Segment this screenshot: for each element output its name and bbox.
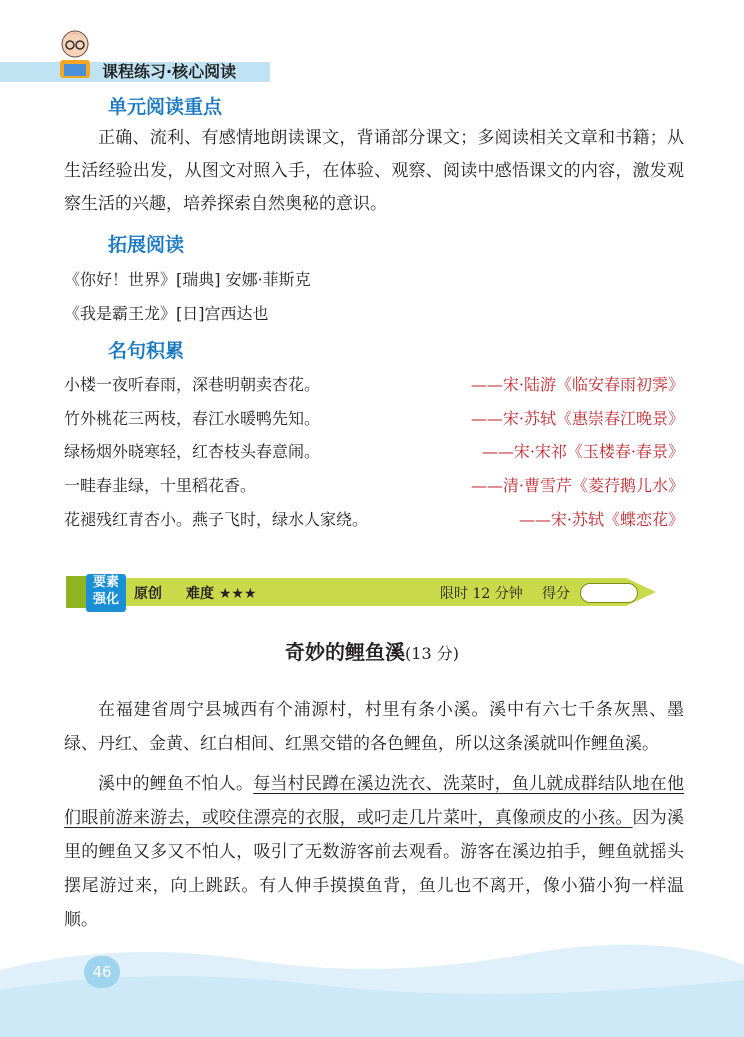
book-item-1: 《你好！世界》[瑞典] 安娜·菲斯克 — [64, 270, 311, 289]
score-input-box[interactable] — [580, 583, 638, 603]
quote-source: ——宋·苏轼《惠崇春江晚景》 — [470, 409, 684, 428]
article-score: (13 分) — [405, 644, 459, 663]
article-paragraph-1: 在福建省周宁县城西有个浦源村，村里有条小溪。溪中有六七千条灰黑、墨绿、丹红、金黄、红白相间、红黑交错的各色鲤鱼，所以这条溪就叫作鲤鱼溪。 — [64, 700, 684, 754]
mascot-reader-icon — [50, 26, 100, 82]
element-tag — [86, 574, 126, 612]
quote-text: 一畦春韭绿，十里稻花香。 — [64, 476, 257, 495]
paragraph-rest: 因为溪里的鲤鱼又多又不怕人，吸引了无数游客前去观看。游客在溪边拍手，鲤鱼就摇头摆尾游过来，向上跳跃。有人伸手摸摸鱼背，鱼儿也不离开，像小猫小狗一样温顺。 — [64, 808, 685, 930]
header-title: 课程练习·核心阅读 — [102, 62, 237, 81]
time-limit-label: 限时 12 分钟 — [440, 586, 523, 602]
score-label: 得分 — [542, 586, 570, 602]
extended-section-title: 拓展阅读 — [108, 234, 185, 256]
original-label: 原创 — [134, 586, 162, 602]
article-title-text: 奇妙的鲤鱼溪 — [285, 640, 406, 664]
tag-line-2: 强化 — [92, 592, 119, 607]
paragraph-lead: 溪中的鲤鱼不怕人。 — [98, 774, 254, 794]
quote-source: ——宋·宋祁《玉楼春·春景》 — [481, 442, 684, 461]
quote-text: 小楼一夜听春雨，深巷明朝卖杏花。 — [64, 375, 321, 394]
book-item-2: 《我是霸王龙》[日]宫西达也 — [64, 304, 269, 323]
quote-row — [64, 406, 684, 436]
difficulty-label: 难度 ★★★ — [186, 586, 257, 602]
quote-row — [64, 473, 684, 503]
focus-section-title: 单元阅读重点 — [108, 96, 223, 118]
tag-line-1: 要素 — [92, 575, 119, 590]
article-title — [0, 636, 744, 665]
quote-row — [64, 507, 684, 537]
page-number: 46 — [84, 956, 120, 988]
quote-source: ——清·曹雪芹《菱荇鹅儿水》 — [470, 476, 684, 495]
quote-text: 花褪残红青杏小。燕子飞时，绿水人家绕。 — [64, 510, 369, 529]
quote-row — [64, 372, 684, 402]
quote-text: 绿杨烟外晓寒轻，红杏枝头春意闹。 — [64, 442, 321, 461]
quotes-section-title: 名句积累 — [108, 340, 185, 362]
underlined-sentence: 每当村民蹲在溪边洗衣、洗菜时，鱼儿就成群结队地在他们眼前游来游去，或咬住漂亮的衣服，或叼走几片菜叶，真像顽皮的小孩。 — [64, 774, 685, 828]
quote-source: ——宋·苏轼《蝶恋花》 — [518, 510, 684, 529]
quote-source: ——宋·陆游《临安春雨初霁》 — [470, 375, 684, 394]
focus-text: 正确、流利、有感情地朗读课文，背诵部分课文；多阅读相关文章和书籍；从生活经验出发，从图文对照入手，在体验、观察、阅读中感悟课文的内容，激发观察生活的兴趣，培养探索自然奥秘的意识。 — [64, 128, 684, 214]
quote-text: 竹外桃花三两枝，春江水暖鸭先知。 — [64, 409, 321, 428]
article-paragraph-2 — [64, 767, 684, 937]
quote-row — [64, 439, 684, 469]
